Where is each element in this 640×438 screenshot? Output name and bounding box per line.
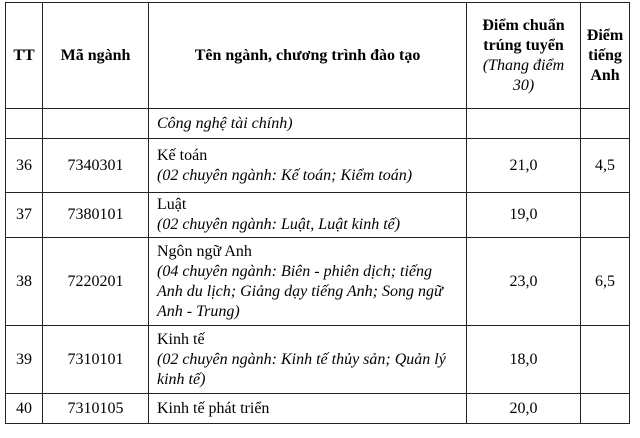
- header-english: [581, 3, 630, 109]
- header-code: Mã ngành: [43, 3, 149, 109]
- row-score: 19,0: [467, 193, 581, 238]
- row-code: 7310101: [43, 326, 149, 394]
- row-program-detail: (02 chuyên ngành: Luật, Luật kinh tế): [157, 216, 401, 233]
- row-program-name: Luật: [157, 196, 187, 213]
- row-program-detail: (02 chuyên ngành: Kinh tế thủy sản; Quản lý kinh tế): [157, 350, 446, 388]
- row-code: 7310105: [43, 394, 149, 424]
- row-code: 7380101: [43, 193, 149, 238]
- table-row: [6, 193, 630, 238]
- row-program-detail: (04 chuyên ngành: Biên - phiên dịch; tiếng Anh du lịch; Giảng dạy tiếng Anh; Song ngữ Anh - Trung): [157, 262, 443, 320]
- row-tt: [6, 109, 43, 139]
- row-program: [149, 326, 467, 394]
- row-program-detail: (02 chuyên ngành: Kế toán; Kiểm toán): [157, 166, 413, 184]
- row-program: [149, 394, 467, 424]
- row-english: 4,5: [581, 139, 630, 193]
- row-program-name: Ngôn ngữ Anh: [157, 242, 252, 260]
- row-english: 6,5: [581, 238, 630, 326]
- row-program-name: Kế toán: [157, 146, 208, 164]
- row-score: [467, 109, 581, 139]
- header-tt: TT: [6, 3, 43, 109]
- row-english: [581, 326, 630, 394]
- row-tt: 36: [6, 139, 43, 193]
- row-tt: 39: [6, 326, 43, 394]
- header-english-line1: Điểm: [586, 26, 624, 44]
- header-score: [467, 3, 581, 109]
- row-program-name: Kinh tế phát triển: [157, 399, 270, 417]
- row-program-name: Kinh tế: [157, 330, 205, 348]
- table-row: [6, 109, 630, 139]
- table-row: [6, 326, 630, 394]
- table-row: [6, 394, 630, 424]
- row-program-detail: Công nghệ tài chính): [157, 114, 293, 132]
- row-score: 18,0: [467, 326, 581, 394]
- row-program: [149, 109, 467, 139]
- row-tt: 37: [6, 193, 43, 238]
- row-tt: 40: [6, 394, 43, 424]
- row-program: [149, 238, 467, 326]
- row-program: [149, 193, 467, 238]
- header-name: Tên ngành, chương trình đào tạo: [149, 3, 467, 109]
- header-english-line3: Anh: [590, 66, 620, 84]
- table-row: [6, 139, 630, 193]
- row-english: [581, 193, 630, 238]
- header-score-scale: (Thang điểm 30): [482, 56, 565, 94]
- row-tt: 38: [6, 238, 43, 326]
- admission-score-table-container: [5, 2, 630, 424]
- row-code: 7220201: [43, 238, 149, 326]
- row-english: [581, 109, 630, 139]
- table-row: [6, 238, 630, 326]
- row-program: [149, 139, 467, 193]
- admission-score-table: [5, 2, 630, 424]
- header-score-line1: Điểm chuẩn: [482, 16, 565, 34]
- row-code: 7340301: [43, 139, 149, 193]
- row-score: 20,0: [467, 394, 581, 424]
- row-score: 21,0: [467, 139, 581, 193]
- row-score: 23,0: [467, 238, 581, 326]
- row-english: [581, 394, 630, 424]
- row-code: [43, 109, 149, 139]
- header-score-line2: trúng tuyển: [483, 36, 564, 54]
- header-english-line2: tiếng: [588, 46, 622, 64]
- table-header-row: [6, 3, 630, 109]
